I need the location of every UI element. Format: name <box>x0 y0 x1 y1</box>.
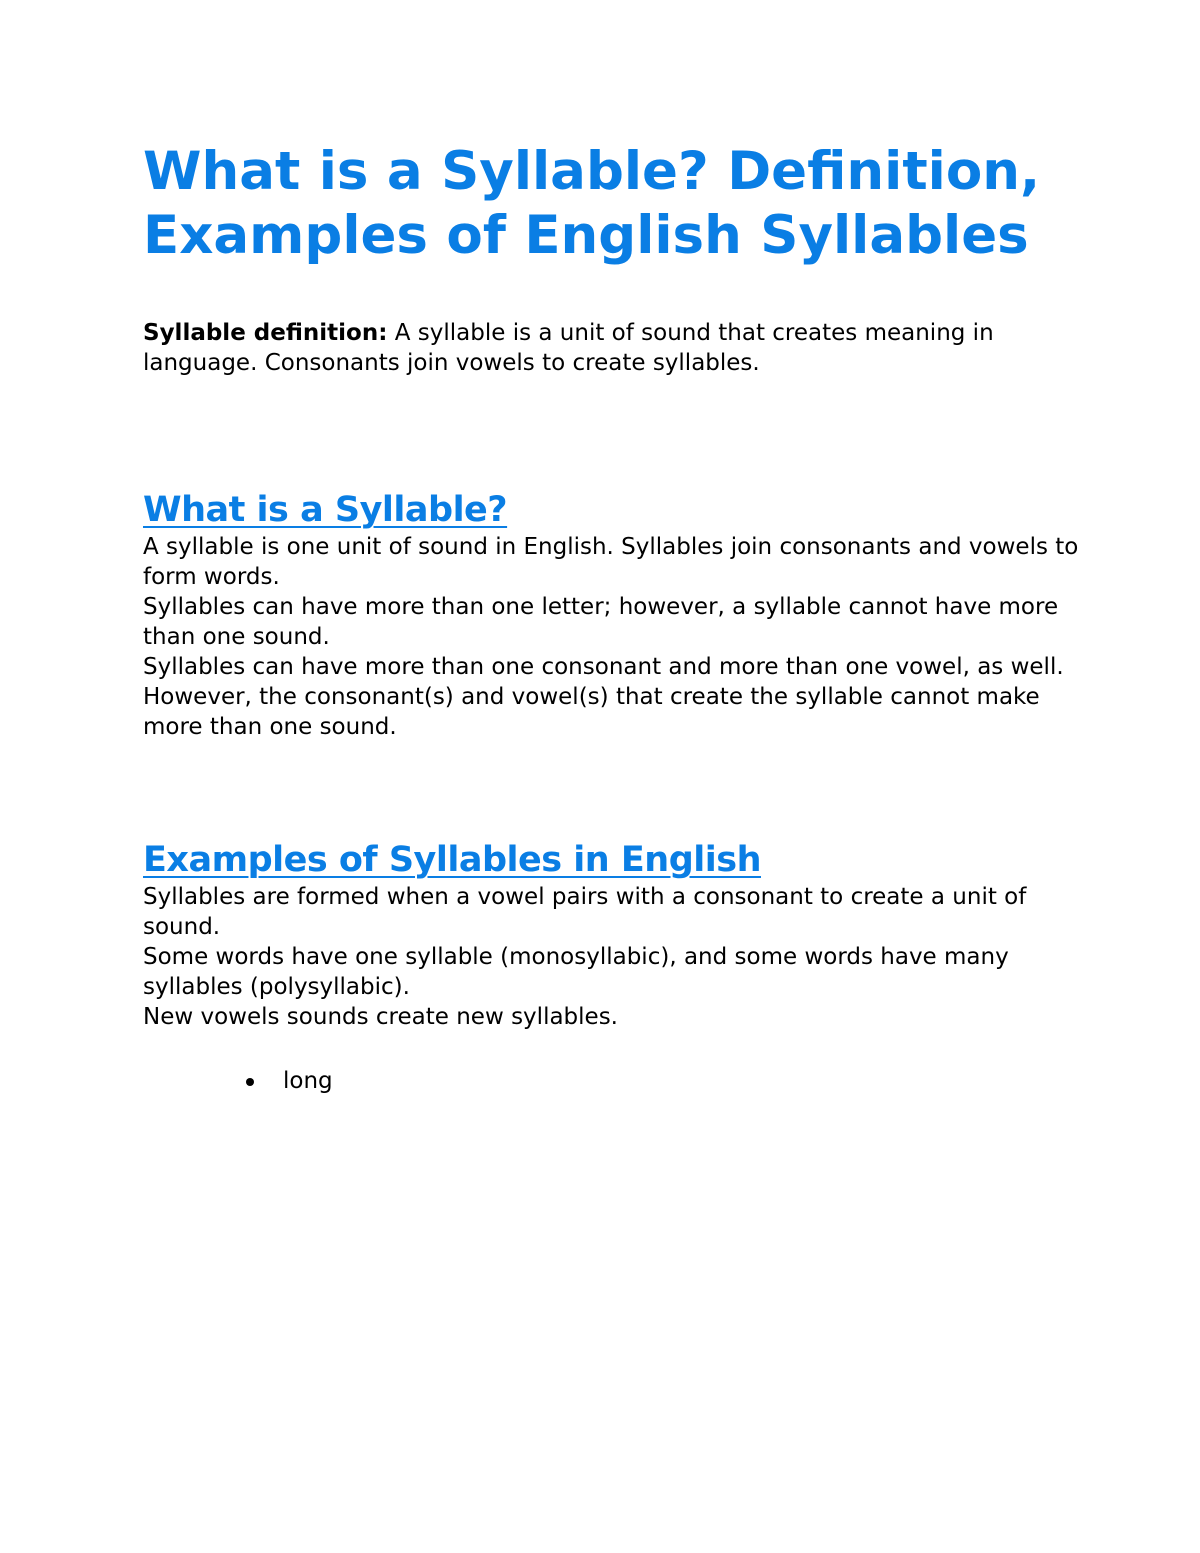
document-title: What is a Syllable? Definition, Examples of English Syllables <box>143 141 1041 266</box>
definition-label: Syllable definition: <box>143 320 388 346</box>
definition-text: A syllable is a unit of sound that creates meaning in language. Consonants join vowels to create syllables. <box>143 320 994 376</box>
paragraph: Syllables can have more than one letter; however, a syllable cannot have more than one sound. <box>143 594 1059 650</box>
list-item-text: long <box>283 1068 333 1094</box>
section-heading-what-is-a-syllable: What is a Syllable? <box>143 490 508 530</box>
paragraph: Syllables can have more than one consonant and more than one vowel, as well. However, the consonant(s) and vowel(s) that create the syllable cannot make more than one sound. <box>143 654 1064 740</box>
paragraph: Syllables are formed when a vowel pairs with a consonant to create a unit of sound. <box>143 884 1027 940</box>
paragraph: New vowels sounds create new syllables. <box>143 1004 618 1030</box>
definition-paragraph <box>143 318 1103 378</box>
section-heading-examples: Examples of Syllables in English <box>143 840 761 880</box>
document-page <box>143 140 1103 1096</box>
paragraph: Some words have one syllable (monosyllabic), and some words have many syllables (polysyllabic). <box>143 944 1009 1000</box>
paragraph: A syllable is one unit of sound in English. Syllables join consonants and vowels to form words. <box>143 534 1079 590</box>
bullet-icon <box>246 1078 254 1086</box>
bullet-list <box>143 1066 1103 1096</box>
list-item <box>143 1066 1103 1096</box>
